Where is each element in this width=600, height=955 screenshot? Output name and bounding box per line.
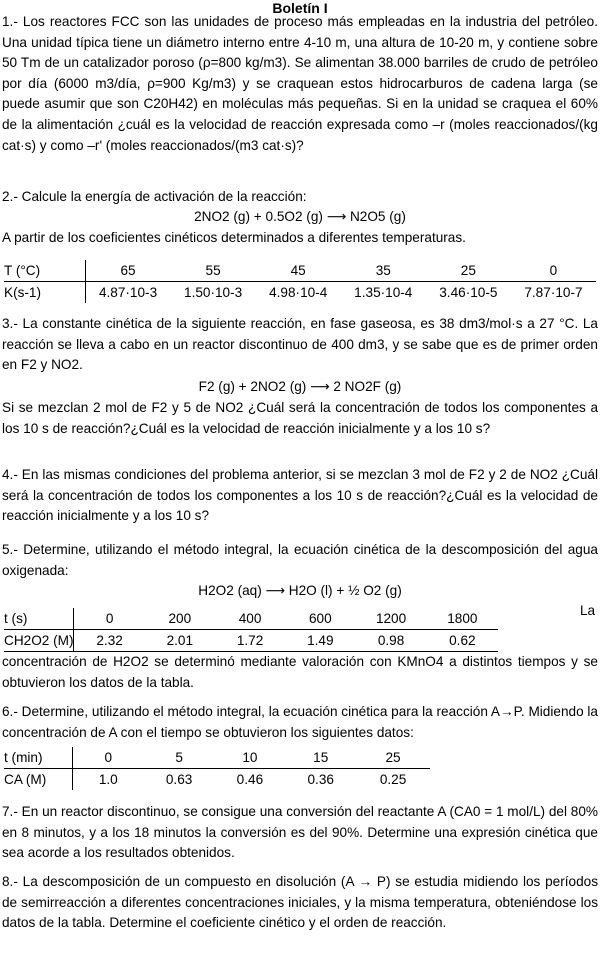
table-row-label: CH2O2 (M) <box>4 630 74 652</box>
problem-5-description: concentración de H2O2 se determinó mediante valoración con KMnO4 a distintos tiempos y se obtuvieron los datos de la tabla. <box>2 654 598 690</box>
table-cell: 1800 <box>447 611 478 626</box>
table-row-label: t (s) <box>4 611 28 626</box>
table-cell: 45 <box>290 263 306 278</box>
problem-5-reaction: H2O2 (aq) ⟶ H2O (l) + ½ O2 (g) <box>198 583 402 598</box>
table-cell: 0 <box>72 747 143 769</box>
table-cell: 200 <box>168 611 192 626</box>
problem-4-text: 4.- En las mismas condiciones del problema anterior, si se mezclan 3 mol de F2 y 2 de NO2 ¿Cuál será la concentración de todos los componentes a los 10 s de reacción?¿Cuál es la velocidad de reacción inicialmente y a los 10 s? <box>2 467 598 524</box>
table-row <box>4 747 430 769</box>
problem-5-text: 5.- Determine, utilizando el método integral, la ecuación cinética de la descomposición del agua oxigenada: <box>2 542 598 578</box>
table-cell: 0.46 <box>215 769 286 791</box>
table-hydrogen-peroxide <box>4 608 498 652</box>
table-cell: 35 <box>375 263 391 278</box>
table-cell: 0.63 <box>144 769 215 791</box>
table-cell: 0 <box>549 263 558 278</box>
table-cell: 10 <box>242 750 258 765</box>
table-cell: 25 <box>460 263 476 278</box>
problem-2-text: A partir de los coeficientes cinéticos determinados a diferentes temperaturas. <box>2 230 466 245</box>
table-row-label: CA (M) <box>4 769 72 791</box>
table-row <box>4 630 498 652</box>
table-cell: 3.46·10-5 <box>426 282 511 304</box>
table-cell: 0.62 <box>427 630 498 652</box>
table-row-label: T (°C) <box>4 263 41 278</box>
table-cell: 1.72 <box>215 630 285 652</box>
table-row <box>4 608 498 630</box>
table-cell: 400 <box>238 611 262 626</box>
problem-8-text: 8.- La descomposición de un compuesto en disolución (A → P) se estudia midiendo los períodos de semirreacción a diferentes concentraciones iniciales, y la misma temperatura, obteniéndose los datos de la tabla. Determine el coeficiente cinético y el orden de reacción. <box>2 874 598 931</box>
table-cell: 25 <box>385 750 401 765</box>
table-cell: 7.87·10-7 <box>511 282 596 304</box>
table-cell: 65 <box>85 260 171 282</box>
table-cell: 5 <box>175 750 183 765</box>
problem-7-text: 7.- En un reactor discontinuo, se consigue una conversión del reactante A (CA0 = 1 mol/L) del 80% en 8 minutos, y a los 18 minutos la conversión es del 90%. Determine una expresión cinética que sea acorde a los resultados obtenidos. <box>2 804 598 861</box>
problem-3-question: Si se mezclan 2 mol de F2 y 5 de NO2 ¿Cuál será la concentración de todos los componentes a los 10 s de reacción?¿Cuál es la velocidad de reacción inicialmente y a los 10 s? <box>2 400 598 436</box>
problem-2-intro: 2.- Calcule la energía de activación de la reacción: <box>2 189 307 204</box>
table-cell: 2.01 <box>145 630 215 652</box>
table-cell: 1.35·10-4 <box>341 282 426 304</box>
problem-3-reaction: F2 (g) + 2NO2 (g) ⟶ 2 NO2F (g) <box>198 379 402 394</box>
page-title: Boletín I <box>272 0 328 16</box>
table-a-to-p <box>4 747 430 790</box>
problem-6-text: 6.- Determine, utilizando el método integral, la ecuación cinética para la reacción A→P. Midiendo la concentración de A con el tiempo se obtuvieron los siguientes datos: <box>2 704 598 740</box>
table-cell: 1.49 <box>285 630 355 652</box>
problem-5-side-word: La <box>580 603 596 618</box>
problem-3-text: 3.- La constante cinética de la siguiente reacción, en fase gaseosa, es 38 dm3/mol·s a 27 °C. La reacción se lleva a cabo en un reactor discontinuo de 400 dm3, y se sabe que es de primer orden en F2 y NO2. <box>2 316 598 373</box>
table-row <box>4 769 430 791</box>
table-cell: 1.0 <box>72 769 143 791</box>
table-cell: 15 <box>313 750 329 765</box>
table-activation-energy <box>4 260 596 303</box>
table-cell: 0 <box>74 608 145 630</box>
table-cell: 4.98·10-4 <box>256 282 341 304</box>
table-cell: 1200 <box>375 611 407 626</box>
table-cell: 600 <box>308 611 332 626</box>
table-cell: 0.98 <box>355 630 426 652</box>
table-cell: 55 <box>205 263 221 278</box>
table-cell: 4.87·10-3 <box>85 282 171 304</box>
table-cell: 2.32 <box>74 630 145 652</box>
table-cell: 1.50·10-3 <box>171 282 256 304</box>
table-row-label: K(s-1) <box>4 282 85 304</box>
table-row <box>4 282 596 304</box>
table-row <box>4 260 596 282</box>
table-cell: 0.36 <box>285 769 356 791</box>
problem-1-text: 1.- Los reactores FCC son las unidades de proceso más empleadas en la industria del petróleo. Una unidad típica tiene un diámetro interno entre 4-10 m, una altura de 10-20 m, y contiene sobre 50 Tm de un catalizador poroso (ρ=800 kg/m3). Se alimentan 38.000 barriles de crudo de petróleo por día (6000 m3/día, ρ=900 Kg/m3) y se craquean estos hidrocarburos de cadena larga (se puede asumir que son C20H42) en moléculas más pequeñas. Si en la unidad se craquea el 60% de la alimentación ¿cuál es la velocidad de reacción expresada como –r (moles reaccionados/(kg cat·s) y como –r' (moles reaccionados/(m3 cat·s)? <box>2 14 598 153</box>
table-row-label: t (min) <box>4 750 43 765</box>
problem-2-reaction: 2NO2 (g) + 0.5O2 (g) ⟶ N2O5 (g) <box>194 209 406 224</box>
table-cell: 0.25 <box>356 769 430 791</box>
